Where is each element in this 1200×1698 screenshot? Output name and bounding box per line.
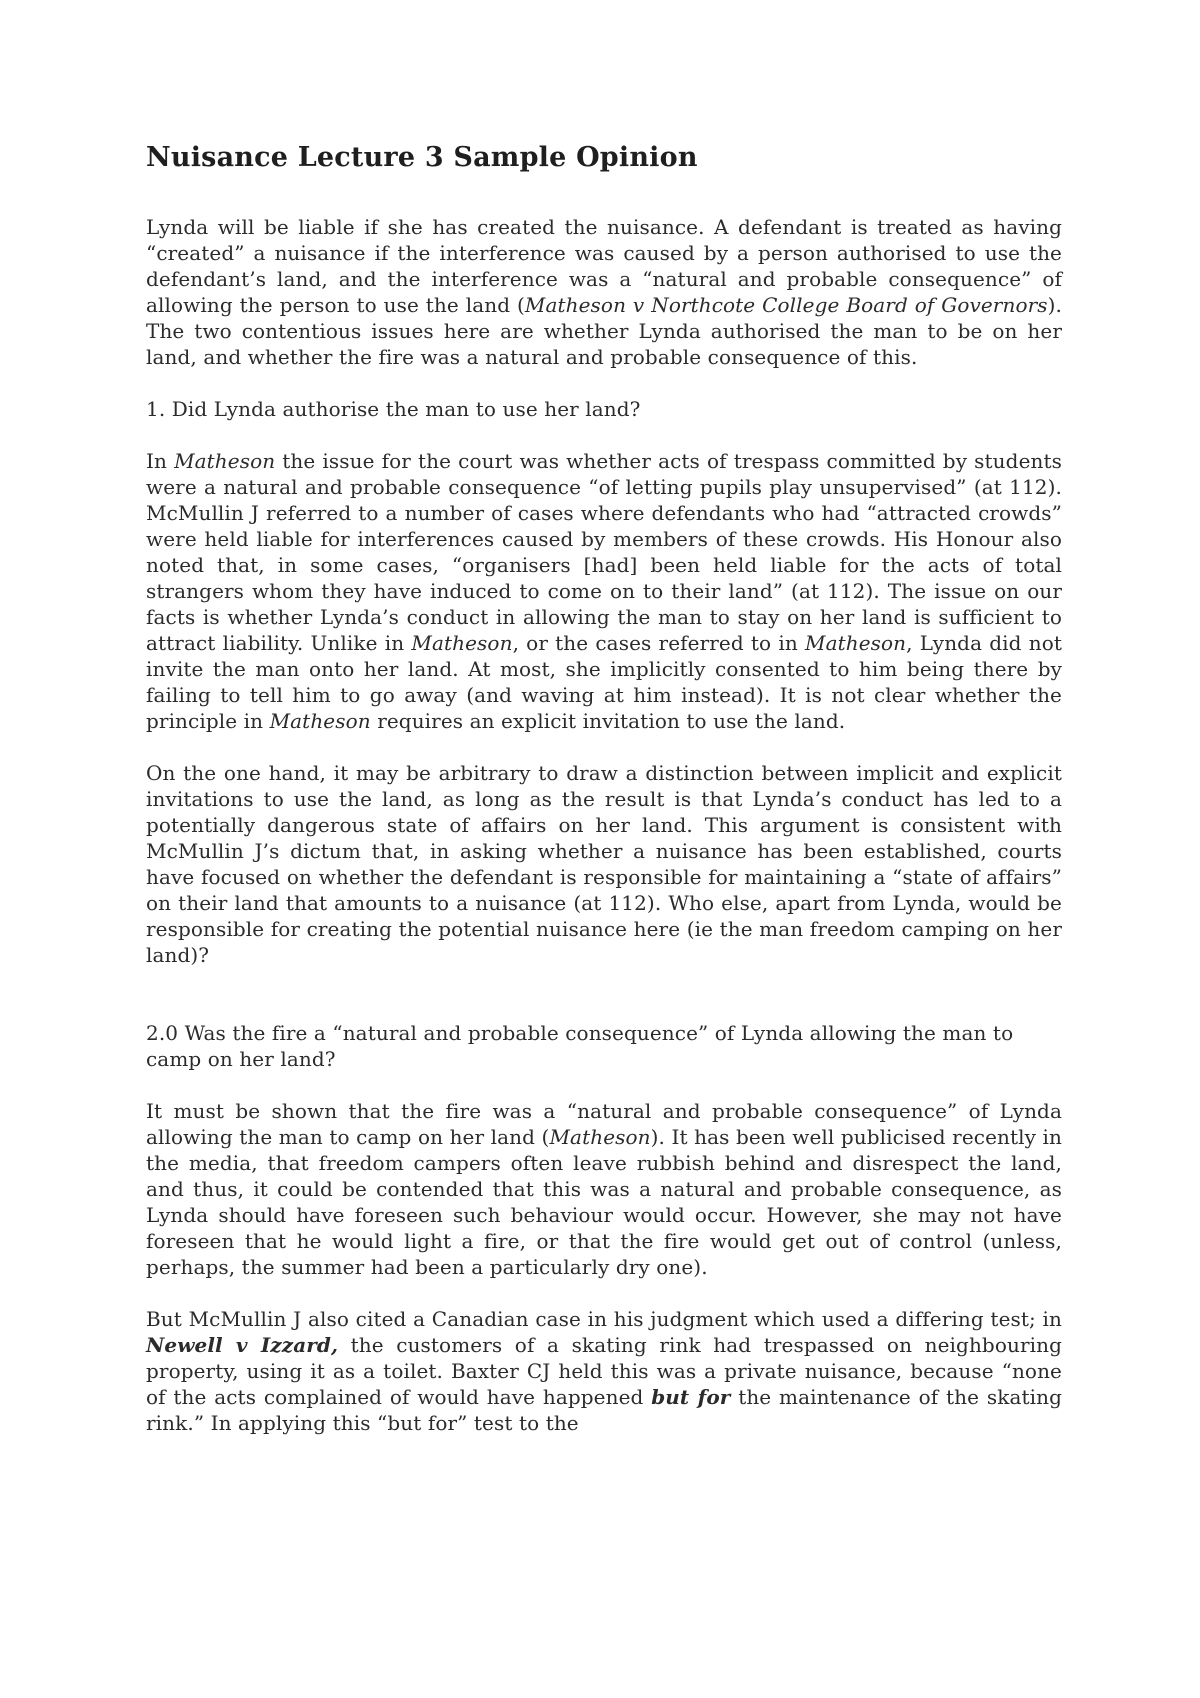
- text-run: requires an explicit invitation to use the land.: [370, 709, 846, 733]
- text-run: It must be shown that the fire was a “natural and probable consequence” of Lynda allowing the man to camp on her land (: [146, 1099, 1062, 1149]
- text-run: In: [146, 449, 175, 473]
- text-run: the customers of a skating rink had trespassed on neighbouring property, using it as a toilet. Baxter CJ held this was a private nuisance, because “none of the acts complained of would have happened: [146, 1333, 1062, 1409]
- text-run: , or the cases referred to in: [512, 631, 805, 655]
- section-heading-2: 2.0 Was the fire a “natural and probable consequence” of Lynda allowing the man to camp on her land?: [146, 1021, 1014, 1071]
- case-name: Newell v Izzard,: [146, 1333, 339, 1357]
- text-run: , Lynda did not invite the man onto her land. At most, she implicitly consented to him being there by failing to tell him to go away (and waving at him instead). It is not clear whether the principle in: [146, 631, 1062, 733]
- paragraph-matheson: [146, 448, 1062, 734]
- text-run: the issue for the court was whether acts of trespass committed by students were a natural and probable consequence “of letting pupils play unsupervised” (at 112). McMullin J referred to a number of cases where defendants who had “attracted crowds” were held liable for interferences caused by members of these crowds. His Honour also noted that, in some cases, “organisers [had] been held liable for the acts of total strangers whom they have induced to come on to their land” (at 112). The issue on our facts is whether Lynda’s conduct in allowing the man to stay on her land is sufficient to attract liability. Unlike in: [146, 449, 1062, 655]
- case-name: Matheson v Northcote College Board of Governors: [524, 293, 1048, 317]
- text-run: ). It has been well publicised recently in the media, that freedom campers often leave rubbish behind and disrespect the land, and thus, it could be contended that this was a natural and probable consequence, as Lynda should have foreseen such behaviour would occur. However, she may not have foreseen that he would light a fire, or that the fire would get out of control (unless, perhaps, the summer had been a particularly dry one).: [146, 1125, 1062, 1279]
- paragraph-argument: On the one hand, it may be arbitrary to draw a distinction between implicit and explicit invitations to use the land, as long as the result is that Lynda’s conduct has led to a potentially dangerous state of affairs on her land. This argument is consistent with McMullin J’s dictum that, in asking whether a nuisance has been established, courts have focused on whether the defendant is responsible for maintaining a “state of affairs” on their land that amounts to a nuisance (at 112). Who else, apart from Lynda, would be responsible for creating the potential nuisance here (ie the man freedom camping on her land)?: [146, 761, 1062, 967]
- emphasis-text: but for: [651, 1385, 731, 1409]
- paragraph-newell: [146, 1306, 1062, 1436]
- text-run: Lynda will be liable if she has created the nuisance. A defendant is treated as having “created” a nuisance if the interference was caused by a person authorised to use the defendant’s land, and the interference was a “natural and probable consequence” of allowing the person to use the land (: [146, 215, 1062, 317]
- case-name: Matheson: [804, 631, 907, 655]
- case-name: Matheson: [269, 709, 371, 733]
- paragraph-intro: [146, 214, 1062, 370]
- text-run: the maintenance of the skating rink.” In applying this “but for” test to the: [146, 1385, 1062, 1435]
- section-heading-1: 1. Did Lynda authorise the man to use her land?: [146, 397, 641, 421]
- text-run: But McMullin J also cited a Canadian case in his judgment which used a differing test; in: [146, 1307, 1062, 1331]
- text-run: ). The two contentious issues here are whether Lynda authorised the man to be on her land, and whether the fire was a natural and probable consequence of this.: [146, 293, 1062, 369]
- case-name: Matheson: [411, 631, 513, 655]
- case-name: Matheson: [549, 1125, 651, 1149]
- case-name: Matheson: [174, 449, 276, 473]
- paragraph-fire: [146, 1098, 1062, 1280]
- document-page: [146, 140, 1062, 1462]
- page-title: Nuisance Lecture 3 Sample Opinion: [146, 142, 698, 173]
